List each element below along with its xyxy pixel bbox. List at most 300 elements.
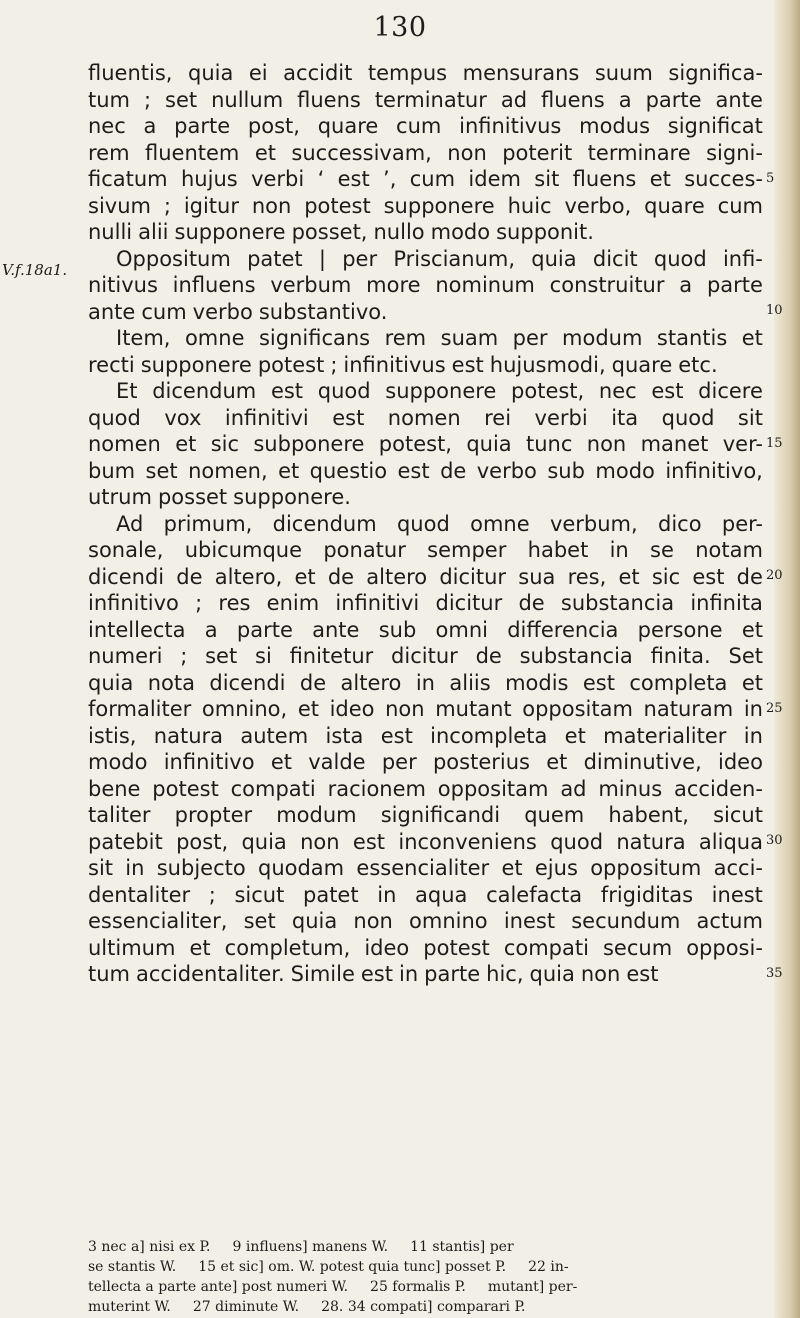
word: sit xyxy=(737,405,763,430)
word: Item, xyxy=(116,326,171,350)
word: dicitur xyxy=(391,644,458,668)
word: fluens xyxy=(541,87,605,112)
text-line xyxy=(88,60,763,87)
word: de xyxy=(518,591,545,615)
word: sub xyxy=(547,458,585,483)
footnote: 28. 34 compati] comparari P. xyxy=(321,1299,526,1315)
word: manet xyxy=(640,432,709,456)
word: quia xyxy=(291,909,338,933)
word: nec xyxy=(88,114,126,138)
word: ad xyxy=(560,776,587,801)
word: non xyxy=(300,829,340,854)
word: bene xyxy=(88,776,141,801)
text-line xyxy=(88,643,763,670)
word: in xyxy=(377,882,397,907)
page-number: 130 xyxy=(373,12,427,43)
word: non xyxy=(580,962,621,986)
word: in xyxy=(609,538,629,562)
word: supponere xyxy=(140,352,252,377)
word: tum xyxy=(88,962,130,986)
word: aliis xyxy=(449,670,491,695)
word: est xyxy=(451,352,484,377)
word: ultimum xyxy=(88,935,176,960)
word: est xyxy=(651,379,684,403)
word: est xyxy=(380,723,413,748)
word: de xyxy=(299,670,327,695)
word: inconveniens xyxy=(398,829,537,854)
word: nullo xyxy=(373,220,425,244)
word: ; xyxy=(163,193,171,218)
word: fluentis, xyxy=(88,61,173,85)
word: ficatum xyxy=(88,167,168,191)
word: essencialiter, xyxy=(88,909,228,933)
footnote: se stantis W. xyxy=(88,1259,177,1275)
word: per- xyxy=(721,511,763,536)
word: est xyxy=(360,962,393,986)
word: modis xyxy=(505,670,569,695)
word: posset, xyxy=(291,220,368,244)
word: modum xyxy=(562,326,643,350)
word: hujus xyxy=(181,167,238,191)
word: quare xyxy=(611,352,673,377)
word: accidentaliter. xyxy=(136,962,285,986)
text-line xyxy=(88,299,763,326)
word: et xyxy=(270,750,292,774)
word: ; xyxy=(330,352,338,377)
word: naturam xyxy=(643,697,734,721)
word: aqua xyxy=(415,882,468,907)
word: et xyxy=(741,326,763,350)
word: parte xyxy=(645,87,702,112)
footnote: 3 nec a] nisi ex P. xyxy=(88,1239,211,1255)
word: modo xyxy=(595,458,655,483)
word: infinitivo, xyxy=(665,458,763,483)
word: ei xyxy=(248,61,268,85)
word: enim xyxy=(266,591,320,615)
word: fluens xyxy=(572,167,637,191)
word: Et xyxy=(116,379,138,403)
word: etc. xyxy=(678,352,718,377)
word: succes- xyxy=(684,167,763,191)
word: Priscianum, xyxy=(393,246,516,271)
word: significat xyxy=(667,114,763,138)
word: ista xyxy=(325,723,364,748)
word: sivum xyxy=(88,193,151,218)
word: fluentem xyxy=(145,140,240,165)
word: nomen xyxy=(387,405,461,430)
word: quia xyxy=(531,246,577,271)
word: potest xyxy=(423,935,490,960)
word: Simile xyxy=(290,962,355,986)
word: ideo xyxy=(718,750,763,774)
text-line xyxy=(88,272,763,299)
word: idem xyxy=(468,167,521,191)
word: dentaliter xyxy=(88,882,191,907)
word: Ad xyxy=(116,511,144,536)
word: est xyxy=(337,167,370,191)
word: oppositam xyxy=(437,776,549,801)
word: inest xyxy=(711,882,763,907)
word: dicitur xyxy=(435,591,503,615)
word: nominum xyxy=(435,273,535,297)
footnote-line xyxy=(88,1237,763,1257)
text-line xyxy=(88,246,763,273)
word: oppositum xyxy=(590,856,702,880)
word: notam xyxy=(695,538,763,562)
word: altero, xyxy=(214,564,283,589)
line-number: 15 xyxy=(766,436,783,451)
word: per xyxy=(512,326,548,350)
word: finita. xyxy=(650,644,711,668)
word: quod xyxy=(550,829,604,854)
word: omnino, xyxy=(201,697,288,721)
word: et xyxy=(649,167,671,191)
word: supponere xyxy=(385,379,497,403)
word: ideo xyxy=(329,697,375,721)
word: istis, xyxy=(88,723,137,748)
word: sua xyxy=(518,564,556,589)
word: ; xyxy=(208,882,216,907)
footnote-line xyxy=(88,1277,763,1297)
word: substancia xyxy=(560,591,675,615)
word: nec xyxy=(598,379,637,403)
text-line xyxy=(88,193,763,220)
word: verbo xyxy=(192,299,253,324)
word: et xyxy=(189,935,211,960)
word: quare xyxy=(644,193,705,218)
word: parte xyxy=(706,273,763,297)
word: significandi xyxy=(380,803,501,827)
word: autem xyxy=(240,723,309,748)
word: verbi xyxy=(251,167,305,191)
footnote: mutant] per- xyxy=(487,1279,578,1295)
text-line xyxy=(88,590,763,617)
footnote: tellecta a parte ante] post numeri W. xyxy=(88,1279,349,1295)
word: infi- xyxy=(722,246,763,271)
word: quod xyxy=(317,379,371,403)
word: rei xyxy=(484,405,512,430)
word: omnino xyxy=(409,909,488,933)
word: et xyxy=(175,432,197,456)
word: sub xyxy=(378,617,417,642)
word: natura xyxy=(616,829,686,854)
word: sonale, xyxy=(88,538,164,562)
text-line xyxy=(88,935,763,962)
word: minus xyxy=(598,776,663,801)
word: et xyxy=(294,564,316,589)
word: accidit xyxy=(283,61,353,85)
word: construitur xyxy=(549,273,665,297)
word: et xyxy=(618,564,640,589)
word: igitur xyxy=(183,193,239,218)
footnote: 27 diminute W. xyxy=(192,1299,300,1315)
text-line xyxy=(88,961,763,988)
page-edge xyxy=(774,0,800,1318)
word: quod xyxy=(653,246,707,271)
word: verbi xyxy=(534,405,588,430)
word: semper xyxy=(427,538,507,562)
word: set xyxy=(145,458,178,483)
word: de xyxy=(736,564,763,589)
word: intellecta xyxy=(88,617,186,642)
word: substantivo. xyxy=(258,299,388,324)
word: bum xyxy=(88,458,136,483)
text-line xyxy=(88,166,763,193)
word: omne xyxy=(470,511,530,536)
line-number: 35 xyxy=(766,966,783,981)
word: Set xyxy=(728,644,763,668)
word: tunc xyxy=(526,432,573,456)
word: modum xyxy=(276,803,357,827)
text-line xyxy=(88,352,763,379)
word: verbo, xyxy=(564,193,632,218)
word: infinitivi xyxy=(224,405,309,430)
word: dicendum xyxy=(272,511,377,536)
word: non xyxy=(586,432,627,456)
line-number: 25 xyxy=(766,701,783,716)
word: | xyxy=(318,246,326,271)
word: in xyxy=(743,723,763,748)
word: significans xyxy=(258,326,371,350)
word: primum, xyxy=(163,511,253,536)
word: numeri xyxy=(88,644,163,668)
word: actum xyxy=(696,909,763,933)
word: formaliter xyxy=(88,697,192,721)
word: compati xyxy=(230,776,316,801)
word: secundum xyxy=(571,909,681,933)
word: posterius xyxy=(432,750,530,774)
word: huic xyxy=(507,193,552,218)
word: terminare xyxy=(587,140,691,165)
text-line xyxy=(88,219,763,246)
word: et xyxy=(254,140,276,165)
word: altero xyxy=(366,564,428,589)
word: sit xyxy=(88,856,114,880)
word: infinita xyxy=(690,591,763,615)
word: oppositam xyxy=(522,697,633,721)
word: cum xyxy=(409,167,456,191)
word: non xyxy=(251,193,292,218)
word: et xyxy=(501,856,523,880)
word: ’, xyxy=(383,167,397,191)
word: ante xyxy=(715,87,763,112)
word: utrum xyxy=(88,485,152,509)
text-line xyxy=(88,537,763,564)
word: patebit xyxy=(88,829,163,854)
text-line xyxy=(88,696,763,723)
word: potest xyxy=(257,352,325,377)
word: in xyxy=(743,697,763,721)
word: ante xyxy=(88,299,136,324)
word: mutant xyxy=(435,697,512,721)
word: verbo xyxy=(476,458,537,483)
word: a xyxy=(618,87,632,112)
word: est xyxy=(352,829,386,854)
word: sicut xyxy=(713,803,763,827)
word: opposi- xyxy=(686,935,763,960)
word: frigiditas xyxy=(600,882,694,907)
word: calefacta xyxy=(486,882,583,907)
word: infinitivo xyxy=(163,750,255,774)
word: rem xyxy=(384,326,427,350)
text-line xyxy=(88,670,763,697)
text-line xyxy=(88,776,763,803)
word: sicut xyxy=(234,882,285,907)
text-line xyxy=(88,87,763,114)
word: dicendi xyxy=(88,564,165,589)
footnotes xyxy=(88,1237,763,1317)
footnote-line xyxy=(88,1297,763,1317)
word: more xyxy=(366,273,421,297)
word: per xyxy=(381,750,417,774)
word: hujusmodi, xyxy=(489,352,606,377)
footnote-line xyxy=(88,1257,763,1277)
line-number: 20 xyxy=(766,568,783,583)
word: ideo xyxy=(364,935,410,960)
text-line xyxy=(88,617,763,644)
word: acciden- xyxy=(674,776,763,801)
word: valde xyxy=(308,750,366,774)
word: post, xyxy=(247,114,300,138)
word: cum xyxy=(141,299,187,324)
word: compati xyxy=(503,935,589,960)
word: recti xyxy=(88,352,135,377)
word: incompleta xyxy=(430,723,548,748)
word: est xyxy=(270,379,304,403)
word: signi- xyxy=(706,140,763,165)
word: ‘ xyxy=(317,167,325,191)
word: tum xyxy=(88,87,130,112)
line-number: 5 xyxy=(766,171,775,186)
word: suam xyxy=(440,326,499,350)
word: mensurans xyxy=(462,61,580,85)
word: nomen, xyxy=(188,458,268,483)
word: non xyxy=(353,909,393,933)
word: et xyxy=(741,670,763,695)
word: diminutive, xyxy=(583,750,702,774)
word: influens xyxy=(172,273,256,297)
word: supponere xyxy=(383,193,495,218)
word: omne xyxy=(184,326,245,350)
word: in xyxy=(125,856,145,880)
word: per xyxy=(342,246,378,271)
word: modus xyxy=(579,114,651,138)
word: quod xyxy=(661,405,715,430)
word: de xyxy=(327,564,355,589)
word: racionem xyxy=(327,776,426,801)
word: cum xyxy=(396,114,442,138)
word: propter xyxy=(174,803,253,827)
text-line xyxy=(88,908,763,935)
word: ver- xyxy=(722,432,763,456)
word: questio xyxy=(309,458,388,483)
word: habet xyxy=(527,538,589,562)
word: ita xyxy=(611,405,639,430)
text-line xyxy=(88,484,763,511)
word: ; xyxy=(180,644,188,668)
word: persone xyxy=(637,617,723,642)
word: quem xyxy=(524,803,585,827)
word: patet xyxy=(247,246,303,271)
word: sic xyxy=(210,432,240,456)
word: in xyxy=(415,670,435,695)
word: dicitur xyxy=(439,564,507,589)
text-line xyxy=(88,431,763,458)
text-line xyxy=(88,458,763,485)
word: set xyxy=(243,909,276,933)
word: essencialiter xyxy=(356,856,490,880)
word: natura xyxy=(153,723,224,748)
word: quare xyxy=(317,114,379,138)
word: taliter xyxy=(88,803,151,827)
word: dicendum xyxy=(152,379,257,403)
word: tempus xyxy=(367,61,448,85)
word: poterit xyxy=(502,140,573,165)
word: posset xyxy=(157,485,228,509)
text-line xyxy=(88,802,763,829)
word: completa xyxy=(629,670,728,695)
word: ante xyxy=(312,617,360,642)
line-number: 30 xyxy=(766,833,783,848)
word: subponere xyxy=(253,432,365,456)
word: ; xyxy=(143,87,152,112)
word: suum xyxy=(594,61,653,85)
word: dicit xyxy=(592,246,638,271)
word: de xyxy=(440,458,467,483)
word: nota xyxy=(147,670,195,695)
word: substancia xyxy=(519,644,633,668)
word: stantis xyxy=(656,326,728,350)
word: set xyxy=(165,87,198,112)
word: verbum, xyxy=(549,511,638,536)
word: differencia xyxy=(507,617,619,642)
word: ad xyxy=(500,87,528,112)
word: ubicumque xyxy=(184,538,303,562)
word: completum, xyxy=(224,935,351,960)
footnote: 11 stantis] per xyxy=(410,1239,514,1255)
word: dicendi xyxy=(209,670,286,695)
word: nomen xyxy=(88,432,161,456)
word: et xyxy=(741,617,763,642)
word: de xyxy=(176,564,203,589)
word: hic, xyxy=(486,962,524,986)
margin-note: V.f.18a1. xyxy=(2,261,68,279)
word: potest xyxy=(304,193,371,218)
word: se xyxy=(650,538,674,562)
word: habent, xyxy=(608,803,689,827)
text-line xyxy=(88,855,763,882)
word: terminatur xyxy=(374,87,487,112)
word: supponere xyxy=(174,220,286,244)
word: quodam xyxy=(257,856,345,880)
word: modo xyxy=(88,750,148,774)
word: sic xyxy=(651,564,681,589)
word: fluens xyxy=(297,87,361,112)
word: et xyxy=(546,750,568,774)
text-line xyxy=(88,113,763,140)
word: a xyxy=(679,273,693,297)
text-line xyxy=(88,511,763,538)
footnote: 15 et sic] om. W. potest quia tunc] posset P. xyxy=(198,1259,507,1275)
word: acci- xyxy=(713,856,763,880)
word: est xyxy=(397,458,430,483)
word: Oppositum xyxy=(116,246,231,271)
word: set xyxy=(205,644,238,668)
word: quia xyxy=(241,829,287,854)
footnote: 9 influens] manens W. xyxy=(232,1239,389,1255)
word: nullum xyxy=(211,87,284,112)
word: supponere. xyxy=(233,485,351,509)
